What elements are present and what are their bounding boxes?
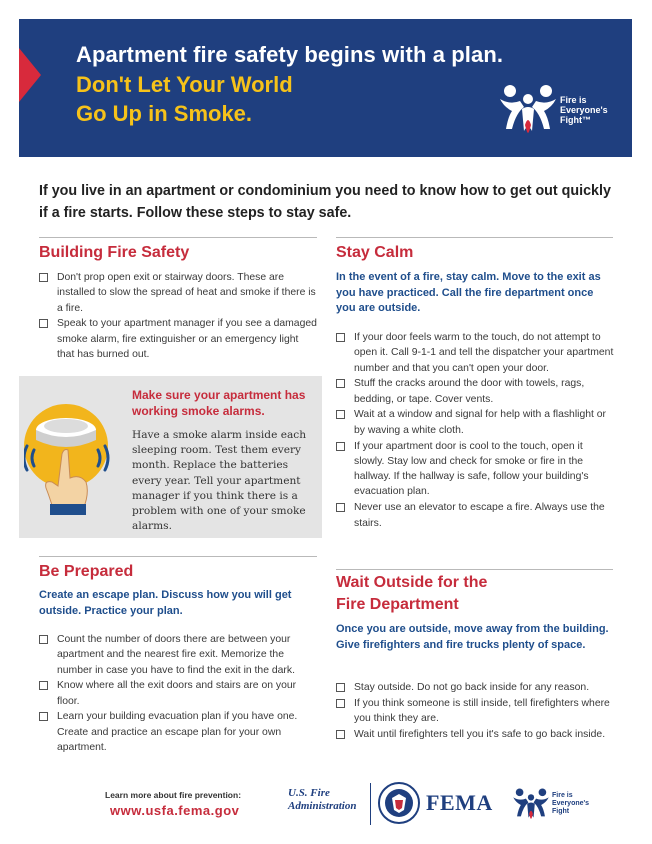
list-item: Learn your building evacuation plan if you have one. Create and practice an escape plan for your own apartment. bbox=[39, 709, 321, 755]
list-item: If you think someone is still inside, tell firefighters where you think they are. bbox=[336, 696, 616, 727]
checkbox-icon bbox=[336, 699, 345, 708]
checkbox-icon bbox=[336, 442, 345, 451]
list-item: Never use an elevator to escape a fire. Always use the stairs. bbox=[336, 500, 616, 531]
smoke-alarm-icon bbox=[24, 400, 124, 515]
section-heading-outside: Wait Outside for the Fire Department bbox=[336, 574, 488, 613]
checkbox-icon bbox=[39, 273, 48, 282]
checkbox-icon bbox=[336, 410, 345, 419]
list-item: Speak to your apartment manager if you see a damaged smoke alarm, fire extinguisher or an emergency light that has burned out. bbox=[39, 316, 317, 362]
intro-text: If you live in an apartment or condominium you need to know how to get out quickly if a fire starts. Follow these steps to stay safe. bbox=[39, 183, 611, 221]
divider-outside bbox=[336, 569, 613, 570]
footer-logo-wordmark: Fire is Everyone's Fight bbox=[552, 792, 590, 815]
list-item: Don't prop open exit or stairway doors. These are installed to slow the spread of heat and smoke if there is a fire. bbox=[39, 270, 317, 316]
outside-lead: Once you are outside, move away from the building. Give firefighters and fire trucks plenty of space. bbox=[336, 623, 609, 651]
checkbox-icon bbox=[39, 319, 48, 328]
dhs-seal-icon bbox=[378, 782, 420, 824]
banner-accent-notch bbox=[19, 48, 41, 102]
divider-prepared bbox=[39, 556, 317, 557]
checkbox-icon bbox=[39, 712, 48, 721]
prepared-lead: Create an escape plan. Discuss how you will get outside. Practice your plan. bbox=[39, 589, 292, 617]
list-item: If your apartment door is cool to the touch, open it slowly. Stay low and check for smoke or fire in the hallway. If the hallway is safe, follow your building's evacuation plan. bbox=[336, 439, 616, 500]
list-item: Stuff the cracks around the door with towels, rags, bedding, or tape. Cover vents. bbox=[336, 376, 616, 407]
family-figures-icon bbox=[512, 786, 550, 824]
logo-wordmark: Fire is Everyone's Fight™ bbox=[560, 95, 608, 125]
tagline-line-1: Don't Let Your World bbox=[76, 72, 293, 97]
checkbox-icon bbox=[39, 635, 48, 644]
checkbox-icon bbox=[336, 683, 345, 692]
list-item: Stay outside. Do not go back inside for any reason. bbox=[336, 680, 616, 695]
footer-url-link[interactable]: www.usfa.fema.gov bbox=[110, 803, 240, 818]
list-item: If your door feels warm to the touch, do not attempt to open it. Call 9-1-1 and tell the dispatcher your apartment number and that you can't open your door. bbox=[336, 330, 616, 376]
list-item: Count the number of doors there are between your apartment and the nearest fire exit. Memorize the number in case you have to find the exit in the dark. bbox=[39, 632, 321, 678]
usfa-wordmark: U.S. Fire Administration bbox=[288, 787, 357, 812]
checkbox-icon bbox=[336, 730, 345, 739]
outside-checklist bbox=[336, 680, 616, 743]
footer-learn-more: Learn more about fire prevention: bbox=[105, 790, 242, 800]
section-heading-building: Building Fire Safety bbox=[39, 244, 190, 261]
list-item: Know where all the exit doors and stairs are on your floor. bbox=[39, 678, 321, 709]
section-heading-calm: Stay Calm bbox=[336, 244, 414, 261]
family-figures-icon bbox=[498, 83, 558, 139]
divider-building bbox=[39, 237, 317, 238]
smoke-alarm-heading: Make sure your apartment has working smoke alarms. bbox=[132, 388, 306, 418]
prepared-checklist bbox=[39, 632, 321, 756]
divider-calm bbox=[336, 237, 613, 238]
smoke-alarm-body: Have a smoke alarm inside each sleeping room. Test them every month. Replace the batteries every year. Tell your apartment manager if you think there is a problem with one of your smoke alarms. bbox=[132, 429, 307, 533]
building-checklist bbox=[39, 270, 317, 363]
footer-fire-fight-logo bbox=[512, 786, 612, 826]
checkbox-icon bbox=[336, 503, 345, 512]
list-item: Wait until firefighters tell you it's safe to go back inside. bbox=[336, 727, 616, 742]
section-heading-prepared: Be Prepared bbox=[39, 563, 134, 580]
list-item: Wait at a window and signal for help with a flashlight or by waving a white cloth. bbox=[336, 407, 616, 438]
checkbox-icon bbox=[39, 681, 48, 690]
checkbox-icon bbox=[336, 379, 345, 388]
footer-divider bbox=[370, 783, 371, 825]
calm-lead: In the event of a fire, stay calm. Move to the exit as you have practiced. Call the fire department once you are outside. bbox=[336, 271, 601, 314]
calm-checklist bbox=[336, 330, 616, 531]
checkbox-icon bbox=[336, 333, 345, 342]
fire-is-everyones-fight-logo bbox=[498, 83, 618, 143]
fema-wordmark: FEMA bbox=[426, 790, 493, 815]
tagline-line-2: Go Up in Smoke. bbox=[76, 101, 253, 126]
page-title: Apartment fire safety begins with a plan. bbox=[76, 42, 504, 67]
